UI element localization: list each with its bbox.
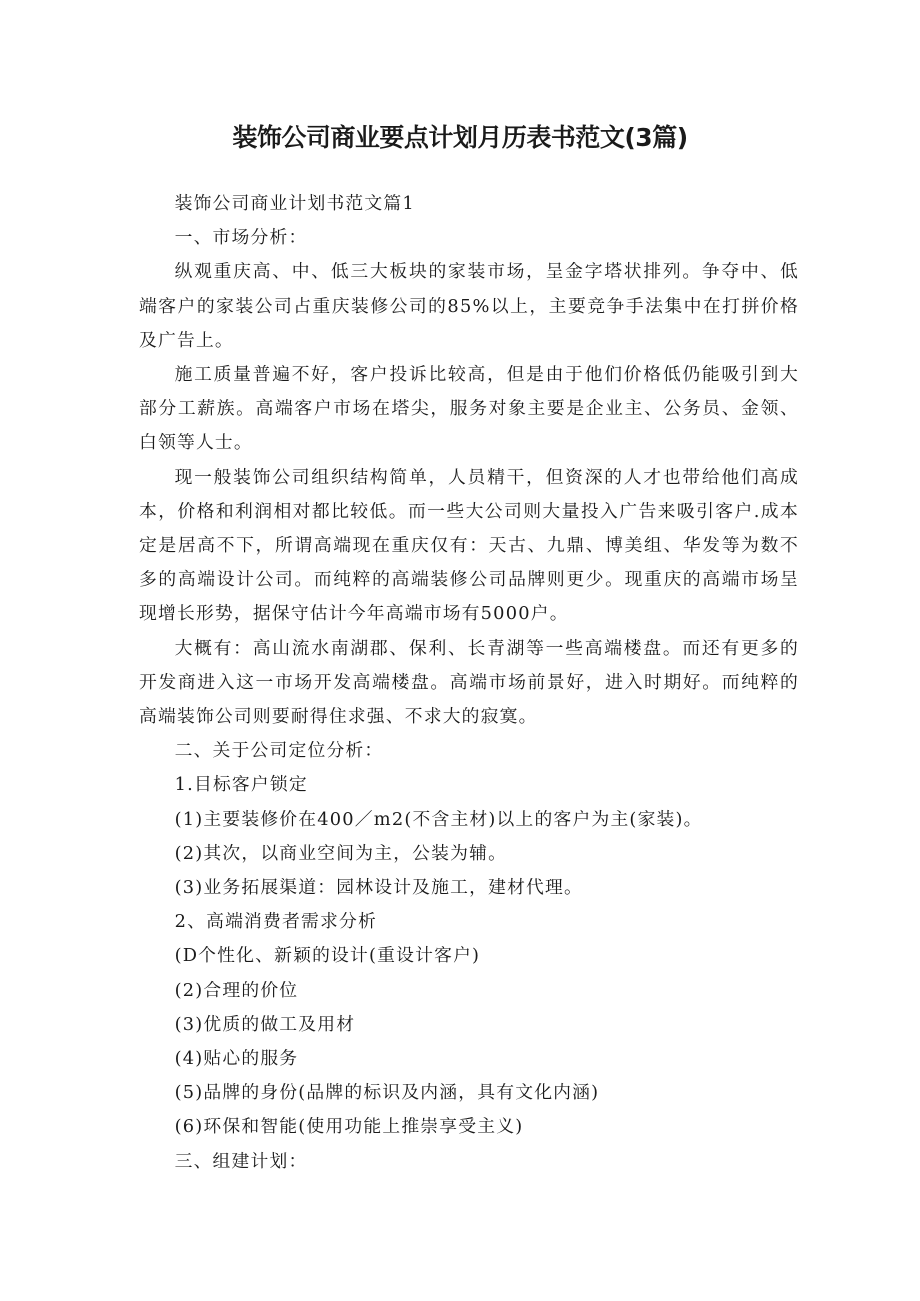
list-item: (D个性化、新颖的设计(重设计客户) <box>174 945 481 967</box>
list-item: (2)其次，以商业空间为主，公装为辅。 <box>174 842 508 864</box>
list-item: (3)优质的做工及用材 <box>174 1013 356 1035</box>
document-body <box>139 187 799 1179</box>
section-heading-article-1: 装饰公司商业计划书范文篇1 <box>174 193 415 214</box>
section-heading-organization-plan: 三、组建计划： <box>174 1150 308 1172</box>
list-item: (3)业务拓展渠道：园林设计及施工，建材代理。 <box>174 877 584 899</box>
paragraph-construction-quality: 施工质量普遍不好，客户投诉比较高，但是由于他们价格低仍能吸引到大部分工薪族。高端客户市场在塔尖，服务对象主要是企业主、公务员、金领、白领等人士。 <box>139 364 799 454</box>
document-title: 装饰公司商业要点计划月历表书范文(3篇) <box>232 123 688 152</box>
list-item: (2)合理的价位 <box>174 979 299 1001</box>
subheading-consumer-needs: 2、高端消费者需求分析 <box>174 911 377 933</box>
list-item: (1)主要装修价在400／m2(不含主材)以上的客户为主(家装)。 <box>174 808 703 830</box>
paragraph-high-end-properties: 大概有：高山流水南湖郡、保利、长青湖等一些高端楼盘。而还有更多的开发商进入这一市场开发高端楼盘。高端市场前景好，进入时期好。而纯粹的高端装饰公司则要耐得住求强、不求大的寂寞。 <box>139 637 799 728</box>
list-item: (6)环保和智能(使用功能上推崇享受主义) <box>174 1116 524 1138</box>
subheading-target-customers: 1.目标客户锁定 <box>174 774 308 796</box>
paragraph-market-overview: 纵观重庆高、中、低三大板块的家装市场，呈金字塔状排列。争夺中、低端客户的家装公司占重庆装修公司的85%以上，主要竞争手法集中在打拼价格及广告上。 <box>139 261 799 351</box>
list-item: (5)品牌的身份(品牌的标识及内涵，具有文化内涵) <box>174 1082 600 1104</box>
list-item: (4)贴心的服务 <box>174 1048 299 1070</box>
section-heading-market-analysis: 一、市场分析： <box>174 227 308 249</box>
section-heading-positioning: 二、关于公司定位分析： <box>174 740 384 762</box>
paragraph-company-structure: 现一般装饰公司组织结构简单，人员精干，但资深的人才也带给他们高成本，价格和利润相对都比较低。而一些大公司则大量投入广告来吸引客户.成本定是居高不下，所谓高端现在重庆仅有：天古、九鼎、博美组、华发等为数不多的高端设计公司。而纯粹的高端装修公司品牌则更少。现重庆的高端市场呈现增长形势，据保守估计今年高端市场有5000户。 <box>139 466 799 625</box>
